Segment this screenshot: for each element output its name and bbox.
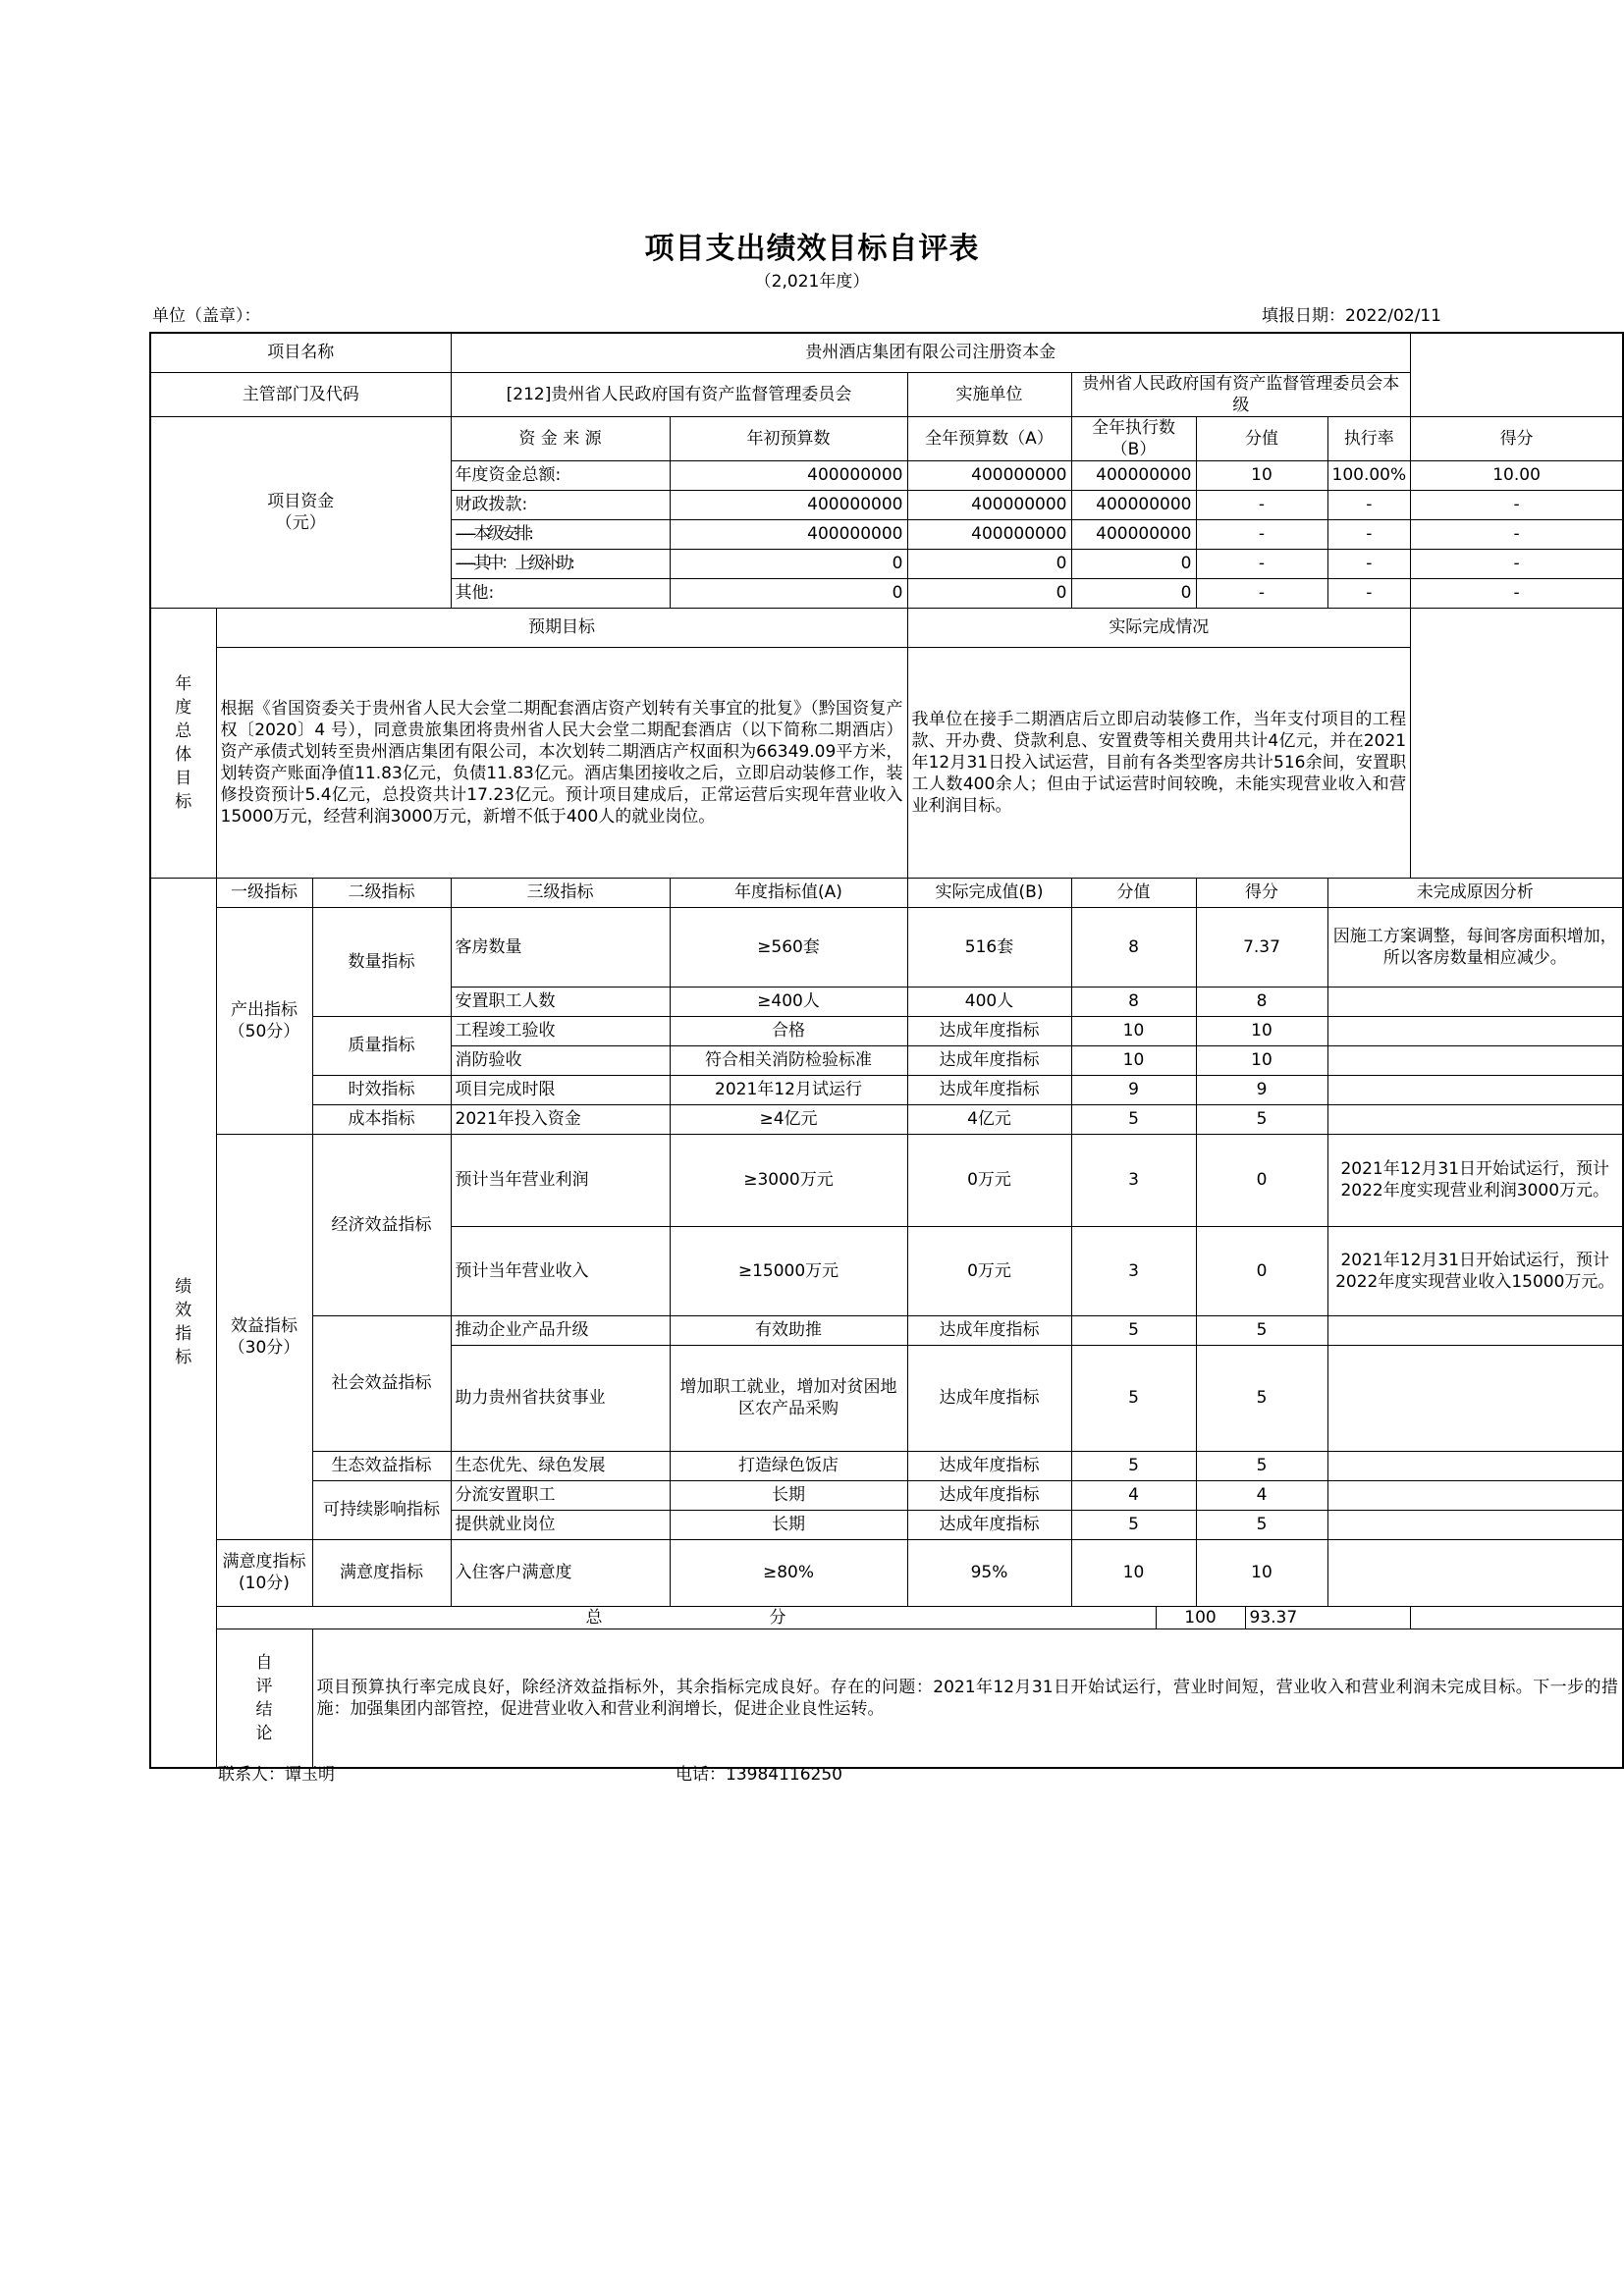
indicator-reason: 因施工方案调整，每间客房面积增加，所以客房数量相应减少。 [1327,907,1623,987]
indicator-target: ≥4亿元 [670,1104,907,1134]
actual-result [907,647,1411,878]
funds-rate: - [1327,578,1411,608]
indicator-points: 10 [1196,1539,1327,1606]
phone-label: 电话： [676,1765,726,1785]
date-label: 填报日期： [1262,306,1346,326]
funds-rate: 100.00% [1327,460,1411,490]
perf-header: 二级指标 [312,878,451,907]
indicator-actual: 达成年度指标 [907,1510,1071,1539]
indicator-actual: 达成年度指标 [907,1345,1071,1451]
perf-section-label: 绩效指标 [175,1277,192,1368]
indicator-target: 长期 [670,1510,907,1539]
indicator-points: 0 [1196,1134,1327,1226]
funds-rate: - [1327,490,1411,519]
indicator-actual: 400人 [907,987,1071,1016]
funds-points: 10.00 [1411,460,1623,490]
indicator-name: 预计当年营业利润 [451,1134,670,1226]
indicator-name: 助力贵州省扶贫事业 [451,1345,670,1451]
funds-annual: 400000000 [907,519,1071,549]
funds-initial: 400000000 [670,519,907,549]
indicator-target: 符合相关消防检验标准 [670,1045,907,1075]
funds-rate: - [1327,519,1411,549]
funds-initial: 0 [670,549,907,578]
funds-points: - [1411,490,1623,519]
funds-header: 分值 [1196,416,1327,460]
indicator-name: 入住客户满意度 [451,1539,670,1606]
output-weight: （50分） [228,1021,300,1041]
indicator-points: 4 [1196,1480,1327,1510]
indicator-actual: 达成年度指标 [907,1075,1071,1104]
indicator-score: 8 [1071,907,1196,987]
funds-annual: 400000000 [907,490,1071,519]
output-indicator [216,907,312,1134]
satisfaction-sub-indicator: 满意度指标 [312,1539,451,1606]
funds-executed: 400000000 [1071,519,1196,549]
indicator-name: 工程竣工验收 [451,1016,670,1045]
benefit-indicator [216,1134,312,1539]
indicator-actual: 0万元 [907,1134,1071,1226]
dept-label: 主管部门及代码 [150,372,451,416]
conclusion-cell [312,1629,1623,1768]
funds-header: 全年执行数（B） [1071,416,1196,460]
evaluation-table [149,332,1624,1769]
funds-header: 得分 [1411,416,1623,460]
contact-label: 联系人： [218,1765,285,1785]
conclusion-label: 自评结论 [255,1652,273,1743]
indicator-score: 10 [1071,1045,1196,1075]
indicator-actual: 达成年度指标 [907,1480,1071,1510]
page-title: 项目支出绩效目标自评表 [644,232,980,266]
indicator-points: 10 [1196,1045,1327,1075]
funds-score: - [1196,490,1327,519]
perf-header: 三级指标 [451,878,670,907]
indicator-score: 8 [1071,987,1196,1016]
indicator-reason: 2021年12月31日开始试运行，预计2022年度实现营业利润3000万元。 [1327,1134,1623,1226]
indicator-actual: 95% [907,1539,1071,1606]
perf-header: 实际完成值(B) [907,878,1071,907]
indicator-points: 7.37 [1196,907,1327,987]
funds-executed: 0 [1071,549,1196,578]
indicator-reason [1327,1480,1623,1510]
indicator-score: 5 [1071,1345,1196,1451]
indicator-target: ≥15000万元 [670,1226,907,1315]
indicator-actual: 达成年度指标 [907,1451,1071,1480]
funds-initial: 400000000 [670,490,907,519]
indicator-target: ≥400人 [670,987,907,1016]
indicator-target: 有效助推 [670,1315,907,1345]
report-year: （2,021年度） [754,272,870,292]
indicator-reason [1327,1016,1623,1045]
indicator-reason [1327,1539,1623,1606]
sustain-indicator: 可持续影响指标 [312,1480,451,1539]
indicator-points: 0 [1196,1226,1327,1315]
expected-header: 预期目标 [216,608,907,647]
indicator-name: 预计当年营业收入 [451,1226,670,1315]
funds-executed: 400000000 [1071,490,1196,519]
quantity-indicator: 数量指标 [312,907,451,1016]
indicator-points: 9 [1196,1075,1327,1104]
funds-points: - [1411,578,1623,608]
conclusion-section [216,1629,312,1768]
eco-indicator: 生态效益指标 [312,1451,451,1480]
indicator-score: 4 [1071,1480,1196,1510]
indicator-points: 5 [1196,1510,1327,1539]
indicator-name: 分流安置职工 [451,1480,670,1510]
funds-executed: 0 [1071,578,1196,608]
funds-rate: - [1327,549,1411,578]
actual-header: 实际完成情况 [907,608,1411,647]
impl-value: 贵州省人民政府国有资产监督管理委员会本级 [1071,372,1411,416]
total-points: 93.37 [1245,1606,1411,1629]
indicator-points: 8 [1196,987,1327,1016]
contact [218,1760,335,1785]
funds-initial: 0 [670,578,907,608]
indicator-target: 合格 [670,1016,907,1045]
quality-indicator: 质量指标 [312,1016,451,1075]
indicator-score: 5 [1071,1315,1196,1345]
dept-value: [212]贵州省人民政府国有资产监督管理委员会 [451,372,907,416]
funds-label: 项目资金 [267,491,335,511]
total-empty [1411,1606,1623,1629]
funds-annual: 0 [907,549,1071,578]
funds-score: - [1196,578,1327,608]
funds-source: ------本级安排: [451,519,670,549]
impl-label: 实施单位 [907,372,1071,416]
indicator-reason [1327,1510,1623,1539]
funds-initial: 400000000 [670,460,907,490]
expected-goal-text: 根据《省国资委关于贵州省人民大会堂二期配套酒店资产划转有关事宜的批复》（黔国资复产权〔2020〕4 号），同意贵旅集团将贵州省人民大会堂二期配套酒店（以下简称二期酒店）资产承债式划转至贵州酒店集团有限公司，本次划转二期酒店产权面积为66349.09平方米，划转资产账面净值11.83亿元，负债11.83亿元。酒店集团接收之后，立即启动装修工作，装修投资预计5.4亿元，总投资共计17.23亿元。预计项目建成后，正常运营后实现年营业收入15000万元，经营利润3000万元，新增不低于400人的就业岗位。 [220,698,903,827]
indicator-name: 2021年投入资金 [451,1104,670,1134]
benefit-label: 效益指标 [231,1315,298,1336]
indicator-name: 提供就业岗位 [451,1510,670,1539]
indicator-score: 10 [1071,1539,1196,1606]
perf-section [150,878,216,1768]
satisfaction-indicator: 满意度指标(10分) [216,1539,312,1606]
funds-source: 年度资金总额: [451,460,670,490]
economic-indicator: 经济效益指标 [312,1134,451,1315]
funds-source: 财政拨款: [451,490,670,519]
indicator-actual: 达成年度指标 [907,1016,1071,1045]
indicator-target: 2021年12月试运行 [670,1075,907,1104]
indicator-score: 5 [1071,1510,1196,1539]
indicator-points: 10 [1196,1016,1327,1045]
fill-date [1168,301,1441,326]
perf-header: 一级指标 [216,878,312,907]
funds-header: 执行率 [1327,416,1411,460]
funds-annual: 400000000 [907,460,1071,490]
funds-header: 全年预算数（A） [907,416,1071,460]
funds-source: 其他: [451,578,670,608]
indicator-score: 9 [1071,1075,1196,1104]
funds-header: 年初预算数 [670,416,907,460]
indicator-target: ≥560套 [670,907,907,987]
contact-name: 谭玉明 [285,1765,335,1785]
funds-header: 资 金 来 源 [451,416,670,460]
indicator-reason: 2021年12月31日开始试运行，预计2022年度实现营业收入15000万元。 [1327,1226,1623,1315]
benefit-weight: （30分） [228,1337,300,1358]
indicator-actual: 4亿元 [907,1104,1071,1134]
conclusion-text: 项目预算执行率完成良好，除经济效益指标外，其余指标完成良好。存在的问题：2021年12月31日开始试运行，营业时间短，营业收入和营业利润未完成目标。下一步的措施：加强集团内部管控，促进营业收入和营业利润增长，促进企业良性运转。 [316,1677,1618,1719]
indicator-score: 5 [1071,1451,1196,1480]
indicator-reason [1327,1315,1623,1345]
perf-header: 得分 [1196,878,1327,907]
indicator-name: 客房数量 [451,907,670,987]
total-label: 总 分 [216,1606,1156,1629]
indicator-score: 5 [1071,1104,1196,1134]
phone-number: 13984116250 [726,1765,842,1785]
indicator-actual: 达成年度指标 [907,1315,1071,1345]
indicator-reason [1327,1451,1623,1480]
indicator-target: 长期 [670,1480,907,1510]
indicator-actual: 达成年度指标 [907,1045,1071,1075]
indicator-reason [1327,1104,1623,1134]
indicator-reason [1327,987,1623,1016]
indicator-target: ≥3000万元 [670,1134,907,1226]
actual-result-text: 我单位在接手二期酒店后立即启动装修工作，当年支付项目的工程款、开办费、贷款利息、安置费等相关费用共计4亿元，并在2021年12月31日投入试运营，目前有各类型客房共计516余间，安置职工人数400余人；但由于试运营时间较晚，未能实现营业收入和营业利润目标。 [911,709,1407,816]
indicator-name: 安置职工人数 [451,987,670,1016]
project-name: 贵州酒店集团有限公司注册资本金 [451,333,1411,372]
indicator-reason [1327,1045,1623,1075]
funds-points: - [1411,549,1623,578]
funds-source: ------其中：上级补助: [451,549,670,578]
project-name-label: 项目名称 [150,333,451,372]
indicator-target: 增加职工就业，增加对贫困地区农产品采购 [670,1345,907,1451]
indicator-score: 10 [1071,1016,1196,1045]
funds-annual: 0 [907,578,1071,608]
date-value: 2022/02/11 [1345,306,1441,326]
funds-label-cell [150,416,451,608]
indicator-actual: 516套 [907,907,1071,987]
indicator-points: 5 [1196,1315,1327,1345]
unit-label: 单位（盖章）： [152,306,261,326]
funds-score: - [1196,549,1327,578]
total-score: 100 [1156,1606,1245,1629]
indicator-name: 消防验收 [451,1045,670,1075]
indicator-score: 3 [1071,1226,1196,1315]
indicator-target: 打造绿色饭店 [670,1451,907,1480]
perf-header: 未完成原因分析 [1327,878,1623,907]
indicator-name: 生态优先、绿色发展 [451,1451,670,1480]
indicator-points: 5 [1196,1345,1327,1451]
funds-executed: 400000000 [1071,460,1196,490]
phone [676,1760,842,1785]
perf-header: 分值 [1071,878,1196,907]
goals-section-label: 年度总体目标 [175,673,192,812]
output-label: 产出指标 [231,999,298,1020]
funds-score: 10 [1196,460,1327,490]
perf-header: 年度指标值(A) [670,878,907,907]
goals-section [150,608,216,878]
funds-score: - [1196,519,1327,549]
indicator-name: 推动企业产品升级 [451,1315,670,1345]
funds-unit: （元） [275,512,326,533]
expected-goal [216,647,907,878]
indicator-reason [1327,1075,1623,1104]
funds-points: - [1411,519,1623,549]
indicator-name: 项目完成时限 [451,1075,670,1104]
cost-indicator: 成本指标 [312,1104,451,1134]
indicator-target: ≥80% [670,1539,907,1606]
indicator-points: 5 [1196,1451,1327,1480]
timeliness-indicator: 时效指标 [312,1075,451,1104]
indicator-points: 5 [1196,1104,1327,1134]
indicator-actual: 0万元 [907,1226,1071,1315]
indicator-score: 3 [1071,1134,1196,1226]
indicator-reason [1327,1345,1623,1451]
social-indicator: 社会效益指标 [312,1315,451,1451]
